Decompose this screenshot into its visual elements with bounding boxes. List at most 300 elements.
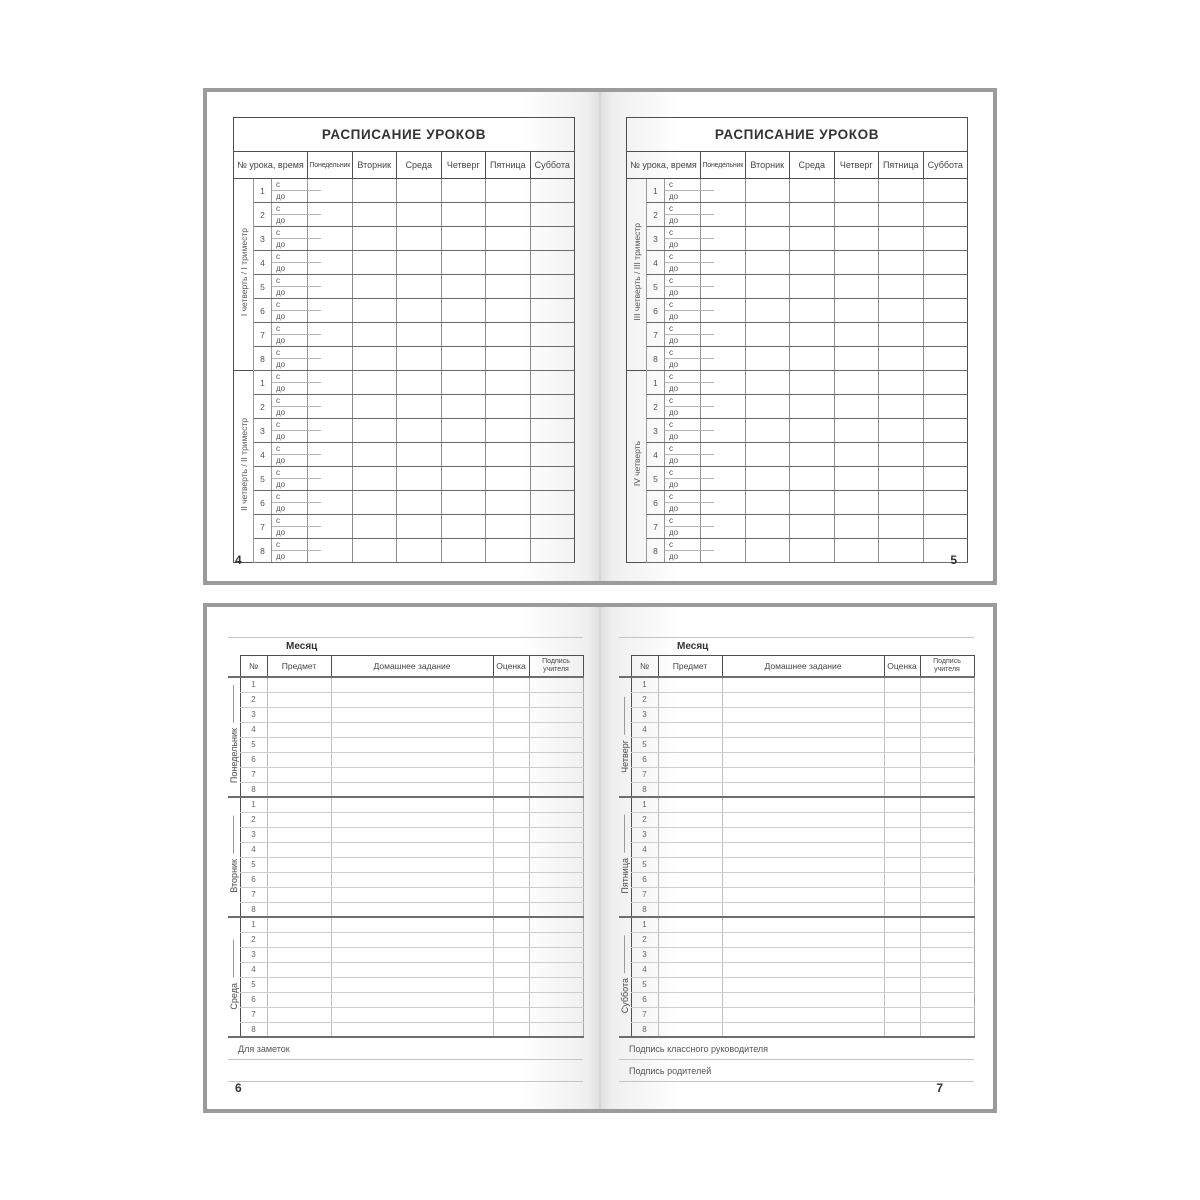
homework-cell bbox=[722, 707, 884, 722]
grade-cell bbox=[884, 962, 920, 977]
teacher-signature-cell bbox=[529, 1007, 583, 1022]
lesson-entry-cell bbox=[923, 299, 968, 323]
lesson-entry-cell bbox=[441, 395, 486, 419]
lesson-number: 4 bbox=[647, 251, 665, 275]
lesson-entry-cell bbox=[486, 275, 531, 299]
row-number: 5 bbox=[240, 737, 267, 752]
teacher-signature-cell bbox=[920, 767, 974, 782]
homework-cell bbox=[722, 812, 884, 827]
homework-row bbox=[228, 947, 583, 962]
subject-cell bbox=[658, 962, 722, 977]
subject-cell bbox=[267, 962, 331, 977]
lesson-entry-cell bbox=[790, 539, 835, 563]
lesson-entry-cell bbox=[790, 323, 835, 347]
lesson-entry-cell bbox=[352, 515, 397, 539]
lesson-row bbox=[627, 371, 968, 383]
quarter-section bbox=[234, 371, 575, 563]
lesson-entry-cell bbox=[923, 539, 968, 563]
lesson-entry-cell bbox=[834, 179, 879, 203]
lesson-entry-cell bbox=[441, 179, 486, 203]
homework-cell bbox=[722, 797, 884, 812]
lesson-entry-cell bbox=[486, 227, 531, 251]
lesson-entry-cell bbox=[530, 539, 575, 563]
lesson-row bbox=[627, 275, 968, 287]
homework-header-row bbox=[228, 656, 583, 678]
time-to-cell: до bbox=[272, 431, 308, 443]
row-number: 4 bbox=[240, 842, 267, 857]
lesson-entry-cell bbox=[834, 251, 879, 275]
time-to-cell: до bbox=[272, 359, 308, 371]
teacher-signature-cell bbox=[920, 917, 974, 932]
row-number: 1 bbox=[240, 677, 267, 692]
lesson-entry-cell bbox=[745, 179, 790, 203]
time-to-cell: до bbox=[272, 191, 308, 203]
page-number: 6 bbox=[235, 1081, 242, 1095]
lesson-entry-cell bbox=[790, 419, 835, 443]
lesson-number: 4 bbox=[647, 443, 665, 467]
lesson-entry-cell bbox=[879, 275, 924, 299]
homework-cell bbox=[331, 782, 493, 797]
column-header: Предмет bbox=[267, 656, 331, 678]
time-from-cell: с bbox=[272, 371, 308, 383]
subject-cell bbox=[267, 1022, 331, 1037]
homework-row bbox=[228, 782, 583, 797]
homework-cell bbox=[722, 902, 884, 917]
lesson-entry-cell bbox=[441, 467, 486, 491]
row-number: 3 bbox=[631, 947, 658, 962]
day-label-cell bbox=[619, 797, 631, 917]
lesson-number: 6 bbox=[254, 299, 272, 323]
footer-label: Для заметок bbox=[238, 1044, 290, 1054]
time-from-cell: с bbox=[272, 491, 308, 503]
day-column-header: Суббота bbox=[530, 152, 575, 179]
grade-cell bbox=[884, 992, 920, 1007]
homework-page-content bbox=[228, 637, 583, 1082]
lesson-number: 3 bbox=[647, 227, 665, 251]
column-header: № bbox=[631, 656, 658, 678]
lesson-entry-cell bbox=[530, 275, 575, 299]
column-header: Оценка bbox=[884, 656, 920, 678]
lesson-entry-cell bbox=[923, 515, 968, 539]
time-from-cell: с bbox=[665, 515, 701, 527]
lesson-entry-cell bbox=[790, 443, 835, 467]
row-number: 8 bbox=[631, 902, 658, 917]
grade-cell bbox=[493, 1007, 529, 1022]
lesson-entry-cell bbox=[745, 323, 790, 347]
time-from-cell: с bbox=[665, 251, 701, 263]
lesson-row bbox=[627, 467, 968, 479]
day-column-header: Суббота bbox=[923, 152, 968, 179]
homework-row bbox=[619, 962, 974, 977]
day-section bbox=[619, 797, 974, 917]
day-label: Понедельник bbox=[229, 685, 239, 783]
homework-cell bbox=[331, 752, 493, 767]
homework-cell bbox=[331, 1022, 493, 1037]
lesson-entry-cell bbox=[790, 227, 835, 251]
homework-row bbox=[619, 677, 974, 692]
homework-row bbox=[228, 887, 583, 902]
lesson-entry-cell bbox=[745, 467, 790, 491]
column-header: Предмет bbox=[658, 656, 722, 678]
time-from-cell: с bbox=[665, 443, 701, 455]
subject-cell bbox=[267, 752, 331, 767]
lesson-entry-cell bbox=[790, 515, 835, 539]
lesson-entry-cell bbox=[352, 419, 397, 443]
subject-cell bbox=[658, 677, 722, 692]
grade-cell bbox=[493, 737, 529, 752]
homework-cell bbox=[722, 827, 884, 842]
column-header: Подпись учителя bbox=[920, 656, 974, 678]
time-from-cell: с bbox=[665, 323, 701, 335]
homework-row bbox=[228, 767, 583, 782]
lesson-entry-cell bbox=[790, 371, 835, 395]
homework-row bbox=[619, 812, 974, 827]
time-from-cell: с bbox=[272, 395, 308, 407]
subject-cell bbox=[658, 1022, 722, 1037]
lesson-number: 5 bbox=[254, 275, 272, 299]
quarter-label: IV четверть bbox=[631, 441, 642, 487]
teacher-signature-cell bbox=[920, 857, 974, 872]
lesson-entry-cell bbox=[834, 227, 879, 251]
lesson-entry-cell bbox=[397, 347, 442, 371]
lesson-entry-cell bbox=[530, 323, 575, 347]
schedule-table bbox=[626, 117, 968, 563]
row-number: 8 bbox=[240, 782, 267, 797]
teacher-signature-cell bbox=[920, 887, 974, 902]
grade-cell bbox=[884, 842, 920, 857]
lesson-entry-cell bbox=[352, 203, 397, 227]
row-number: 7 bbox=[240, 1007, 267, 1022]
row-number: 7 bbox=[631, 1007, 658, 1022]
subject-cell bbox=[267, 737, 331, 752]
subject-cell bbox=[267, 692, 331, 707]
grade-cell bbox=[884, 722, 920, 737]
lesson-entry-cell bbox=[923, 275, 968, 299]
time-from-cell: с bbox=[272, 179, 308, 191]
time-to-cell: до bbox=[665, 311, 701, 323]
row-number: 5 bbox=[631, 737, 658, 752]
subject-cell bbox=[267, 917, 331, 932]
day-label-cell bbox=[619, 917, 631, 1037]
homework-page-content bbox=[619, 637, 974, 1082]
lesson-entry-cell bbox=[397, 443, 442, 467]
lesson-entry-cell bbox=[530, 371, 575, 395]
teacher-signature-cell bbox=[920, 677, 974, 692]
row-number: 4 bbox=[631, 962, 658, 977]
time-to-cell: до bbox=[665, 383, 701, 395]
lesson-entry-cell bbox=[530, 443, 575, 467]
row-number: 5 bbox=[631, 977, 658, 992]
lesson-entry-cell bbox=[397, 179, 442, 203]
schedule-title-row bbox=[234, 118, 575, 152]
time-from-cell: с bbox=[665, 203, 701, 215]
homework-row bbox=[228, 827, 583, 842]
teacher-signature-cell bbox=[920, 692, 974, 707]
grade-cell bbox=[884, 797, 920, 812]
grade-cell bbox=[884, 767, 920, 782]
subject-cell bbox=[658, 857, 722, 872]
lesson-entry-cell bbox=[879, 539, 924, 563]
time-from-cell: с bbox=[665, 539, 701, 551]
homework-table-mount bbox=[619, 655, 974, 1082]
homework-cell bbox=[722, 677, 884, 692]
subject-cell bbox=[658, 767, 722, 782]
day-section bbox=[228, 677, 583, 797]
row-number: 7 bbox=[631, 767, 658, 782]
teacher-signature-cell bbox=[529, 977, 583, 992]
lesson-entry-cell bbox=[879, 203, 924, 227]
lesson-entry-cell bbox=[441, 299, 486, 323]
lesson-entry-cell bbox=[486, 467, 531, 491]
grade-cell bbox=[493, 872, 529, 887]
time-from-cell: с bbox=[272, 467, 308, 479]
row-number: 2 bbox=[240, 932, 267, 947]
teacher-signature-cell bbox=[920, 707, 974, 722]
homework-cell bbox=[722, 1007, 884, 1022]
lesson-entry-cell bbox=[745, 515, 790, 539]
lesson-row bbox=[234, 275, 575, 287]
day-label-cell bbox=[619, 677, 631, 797]
subject-cell bbox=[658, 782, 722, 797]
lesson-entry-cell bbox=[923, 251, 968, 275]
teacher-signature-cell bbox=[529, 947, 583, 962]
time-to-cell: до bbox=[272, 335, 308, 347]
teacher-signature-cell bbox=[920, 812, 974, 827]
teacher-signature-cell bbox=[529, 812, 583, 827]
grade-cell bbox=[884, 857, 920, 872]
lesson-entry-cell bbox=[352, 467, 397, 491]
homework-row bbox=[619, 737, 974, 752]
row-number: 6 bbox=[240, 992, 267, 1007]
lesson-entry-cell bbox=[530, 251, 575, 275]
row-number: 8 bbox=[631, 1022, 658, 1037]
homework-row bbox=[619, 767, 974, 782]
lesson-entry-cell bbox=[745, 251, 790, 275]
lesson-entry-cell bbox=[923, 179, 968, 203]
teacher-signature-cell bbox=[529, 707, 583, 722]
lesson-entry-cell bbox=[530, 179, 575, 203]
homework-cell bbox=[331, 722, 493, 737]
lesson-entry-cell bbox=[486, 323, 531, 347]
lesson-row bbox=[234, 395, 575, 407]
grade-cell bbox=[884, 677, 920, 692]
homework-cell bbox=[331, 857, 493, 872]
homework-cell bbox=[331, 992, 493, 1007]
grade-cell bbox=[493, 932, 529, 947]
lesson-number: 8 bbox=[647, 539, 665, 563]
footer-label: Подпись родителей bbox=[629, 1066, 712, 1076]
homework-row bbox=[228, 1022, 583, 1037]
lesson-entry-cell bbox=[923, 443, 968, 467]
lesson-number: 1 bbox=[254, 179, 272, 203]
lesson-entry-cell bbox=[397, 515, 442, 539]
grade-cell bbox=[884, 782, 920, 797]
page-5 bbox=[600, 92, 993, 581]
lesson-entry-cell bbox=[879, 323, 924, 347]
lesson-entry-cell bbox=[486, 443, 531, 467]
homework-row bbox=[619, 917, 974, 932]
homework-row bbox=[228, 692, 583, 707]
lesson-entry-cell bbox=[352, 179, 397, 203]
footer-label: Подпись классного руководителя bbox=[629, 1044, 769, 1054]
subject-cell bbox=[267, 902, 331, 917]
lesson-entry-cell bbox=[397, 323, 442, 347]
row-number: 4 bbox=[631, 722, 658, 737]
lesson-entry-cell bbox=[879, 227, 924, 251]
homework-cell bbox=[331, 962, 493, 977]
lesson-entry-cell bbox=[397, 491, 442, 515]
time-from-cell: с bbox=[272, 443, 308, 455]
teacher-signature-cell bbox=[920, 737, 974, 752]
lesson-entry-cell bbox=[879, 371, 924, 395]
teacher-signature-cell bbox=[529, 737, 583, 752]
homework-row bbox=[228, 917, 583, 932]
lesson-row bbox=[627, 299, 968, 311]
grade-cell bbox=[493, 677, 529, 692]
homework-cell bbox=[331, 842, 493, 857]
grade-cell bbox=[493, 1022, 529, 1037]
row-number: 6 bbox=[240, 872, 267, 887]
lesson-time-header: № урока, время bbox=[234, 152, 308, 179]
teacher-signature-cell bbox=[529, 842, 583, 857]
lesson-number: 2 bbox=[647, 395, 665, 419]
row-number: 2 bbox=[240, 812, 267, 827]
lesson-row bbox=[234, 515, 575, 527]
lesson-entry-cell bbox=[745, 539, 790, 563]
homework-row bbox=[619, 902, 974, 917]
grade-cell bbox=[493, 902, 529, 917]
grade-cell bbox=[884, 692, 920, 707]
homework-row bbox=[619, 692, 974, 707]
lesson-entry-cell bbox=[530, 395, 575, 419]
lesson-entry-cell bbox=[745, 203, 790, 227]
time-to-cell: до bbox=[665, 335, 701, 347]
homework-row bbox=[228, 752, 583, 767]
day-label: Четверг bbox=[620, 697, 630, 773]
homework-cell bbox=[722, 692, 884, 707]
lesson-row bbox=[234, 299, 575, 311]
row-number: 8 bbox=[240, 1022, 267, 1037]
page-4 bbox=[207, 92, 600, 581]
lesson-entry-cell bbox=[879, 515, 924, 539]
grade-cell bbox=[884, 1022, 920, 1037]
lesson-entry-cell bbox=[834, 515, 879, 539]
homework-row bbox=[619, 992, 974, 1007]
lesson-number: 8 bbox=[647, 347, 665, 371]
month-writing-line bbox=[228, 637, 583, 638]
lesson-row bbox=[627, 179, 968, 191]
row-number: 4 bbox=[240, 962, 267, 977]
grade-cell bbox=[493, 812, 529, 827]
lesson-entry-cell bbox=[352, 371, 397, 395]
lesson-entry-cell bbox=[397, 539, 442, 563]
lesson-entry-cell bbox=[486, 179, 531, 203]
lesson-entry-cell bbox=[441, 491, 486, 515]
time-to-cell: до bbox=[272, 527, 308, 539]
row-number: 3 bbox=[631, 707, 658, 722]
time-from-cell: с bbox=[665, 275, 701, 287]
lesson-row bbox=[234, 491, 575, 503]
lesson-entry-cell bbox=[879, 491, 924, 515]
grade-cell bbox=[493, 992, 529, 1007]
grade-cell bbox=[493, 842, 529, 857]
lesson-entry-cell bbox=[530, 227, 575, 251]
lesson-number: 3 bbox=[647, 419, 665, 443]
subject-cell bbox=[267, 887, 331, 902]
lesson-entry-cell bbox=[834, 347, 879, 371]
homework-row bbox=[619, 722, 974, 737]
homework-cell bbox=[331, 872, 493, 887]
row-number: 5 bbox=[240, 857, 267, 872]
subject-cell bbox=[658, 887, 722, 902]
subject-cell bbox=[267, 722, 331, 737]
lesson-entry-cell bbox=[486, 371, 531, 395]
lesson-entry-cell bbox=[790, 251, 835, 275]
teacher-signature-cell bbox=[920, 977, 974, 992]
time-to-cell: до bbox=[665, 407, 701, 419]
lesson-row bbox=[627, 251, 968, 263]
lesson-row bbox=[234, 323, 575, 335]
lesson-entry-cell bbox=[790, 179, 835, 203]
day-label-cell bbox=[228, 797, 240, 917]
teacher-signature-cell bbox=[920, 872, 974, 887]
row-number: 6 bbox=[631, 872, 658, 887]
subject-cell bbox=[658, 932, 722, 947]
teacher-signature-cell bbox=[920, 947, 974, 962]
homework-cell bbox=[331, 827, 493, 842]
schedule-table bbox=[233, 117, 575, 563]
time-to-cell: до bbox=[272, 407, 308, 419]
teacher-signature-cell bbox=[920, 932, 974, 947]
day-label-gutter-header bbox=[619, 656, 631, 678]
subject-cell bbox=[658, 947, 722, 962]
homework-cell bbox=[722, 932, 884, 947]
grade-cell bbox=[884, 707, 920, 722]
grade-cell bbox=[884, 887, 920, 902]
lesson-entry-cell bbox=[352, 323, 397, 347]
lesson-entry-cell bbox=[486, 299, 531, 323]
day-column-header: Понедельник bbox=[308, 152, 353, 179]
lesson-entry-cell bbox=[397, 467, 442, 491]
lesson-number: 7 bbox=[647, 323, 665, 347]
lesson-entry-cell bbox=[352, 251, 397, 275]
time-from-cell: с bbox=[272, 419, 308, 431]
lesson-number: 7 bbox=[254, 323, 272, 347]
lesson-entry-cell bbox=[923, 347, 968, 371]
lesson-row bbox=[627, 347, 968, 359]
row-number: 7 bbox=[240, 887, 267, 902]
lesson-entry-cell bbox=[441, 275, 486, 299]
teacher-signature-cell bbox=[529, 797, 583, 812]
time-from-cell: с bbox=[665, 371, 701, 383]
lesson-row bbox=[234, 419, 575, 431]
grade-cell bbox=[493, 962, 529, 977]
teacher-signature-cell bbox=[529, 722, 583, 737]
day-column-header: Четверг bbox=[441, 152, 486, 179]
lesson-row bbox=[234, 371, 575, 383]
time-to-cell: до bbox=[665, 215, 701, 227]
homework-row bbox=[619, 977, 974, 992]
grade-cell bbox=[493, 782, 529, 797]
time-to-cell: до bbox=[272, 215, 308, 227]
homework-row bbox=[228, 992, 583, 1007]
row-number: 5 bbox=[240, 977, 267, 992]
lesson-row bbox=[234, 347, 575, 359]
grade-cell bbox=[884, 1007, 920, 1022]
homework-row bbox=[619, 1007, 974, 1022]
grade-cell bbox=[493, 752, 529, 767]
lesson-entry-cell bbox=[745, 491, 790, 515]
